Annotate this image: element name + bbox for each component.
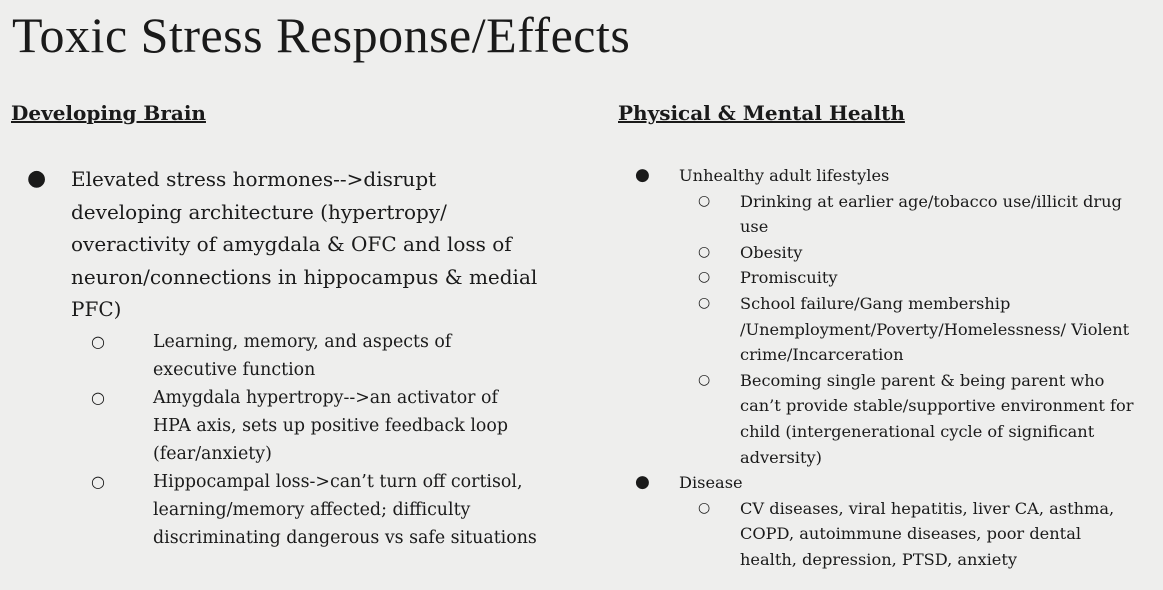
sub-list-item-text: Drinking at earlier age/tobacco use/illicit drug use: [740, 191, 1122, 237]
bullet-icon: ●: [635, 472, 650, 493]
sub-list-item: [698, 265, 1140, 291]
sub-bullet-icon: ○: [698, 243, 711, 260]
sub-list-item-text: School failure/Gang membership /Unemployment/Poverty/Homelessness/ Violent crime/Incarceration: [740, 293, 1130, 365]
sub-list-item: [91, 328, 540, 384]
bullet-icon: ●: [27, 166, 47, 191]
sub-bullet-icon: ○: [698, 269, 711, 286]
sub-bullet-icon: ○: [698, 499, 711, 516]
sub-list-item: [698, 240, 1140, 266]
sub-list-item: [698, 189, 1140, 240]
developing-brain-heading: Developing Brain: [11, 101, 206, 125]
bullet-icon: ●: [635, 165, 650, 185]
list-item-text: Disease: [679, 473, 743, 493]
list-item: [630, 163, 1140, 470]
sub-list-item-text: Learning, memory, and aspects of executive function: [153, 331, 452, 380]
sub-bullet-icon: ○: [698, 192, 711, 209]
sub-list-item-text: CV diseases, viral hepatitis, liver CA, asthma, COPD, autoimmune diseases, poor dental health, depression, PTSD, anxiety: [740, 498, 1115, 569]
developing-brain-list: [20, 163, 540, 552]
physical-mental-health-list: [630, 163, 1140, 573]
sub-bullet-icon: ○: [91, 387, 105, 407]
sub-bullet-icon: ○: [698, 294, 711, 311]
list-item: [630, 470, 1140, 572]
sub-list-item: [698, 291, 1140, 368]
sub-list-item-text: Amygdala hypertropy-->an activator of HPA axis, sets up positive feedback loop (fear/anxiety): [153, 387, 508, 464]
sub-list-item-text: Hippocampal loss->can’t turn off cortisol, learning/memory affected; difficulty discriminating dangerous vs safe situations: [153, 471, 537, 548]
sub-bullet-icon: ○: [91, 331, 105, 351]
sub-list-item-text: Obesity: [740, 242, 803, 262]
sub-list-item-text: Promiscuity: [740, 268, 838, 288]
sub-list-item: [91, 384, 540, 468]
sub-list-item: [698, 496, 1140, 573]
sub-list-item-text: Becoming single parent & being parent who can’t provide stable/supportive environment for child (intergenerational cycle of significant adversity): [740, 370, 1134, 467]
sub-bullet-icon: ○: [91, 471, 105, 491]
physical-mental-health-heading: Physical & Mental Health: [618, 101, 905, 125]
list-item: [20, 163, 540, 552]
sub-bullet-icon: ○: [698, 371, 711, 388]
page-title: Toxic Stress Response/Effects: [12, 7, 631, 63]
list-item-text: Unhealthy adult lifestyles: [679, 166, 890, 185]
list-item-text: Elevated stress hormones-->disrupt developing architecture (hypertropy/ overactivity of amygdala & OFC and loss of neuron/connections in hippocampus & medial PFC): [71, 167, 538, 321]
sub-list-item: [91, 468, 540, 552]
sub-list-item: [698, 368, 1140, 470]
